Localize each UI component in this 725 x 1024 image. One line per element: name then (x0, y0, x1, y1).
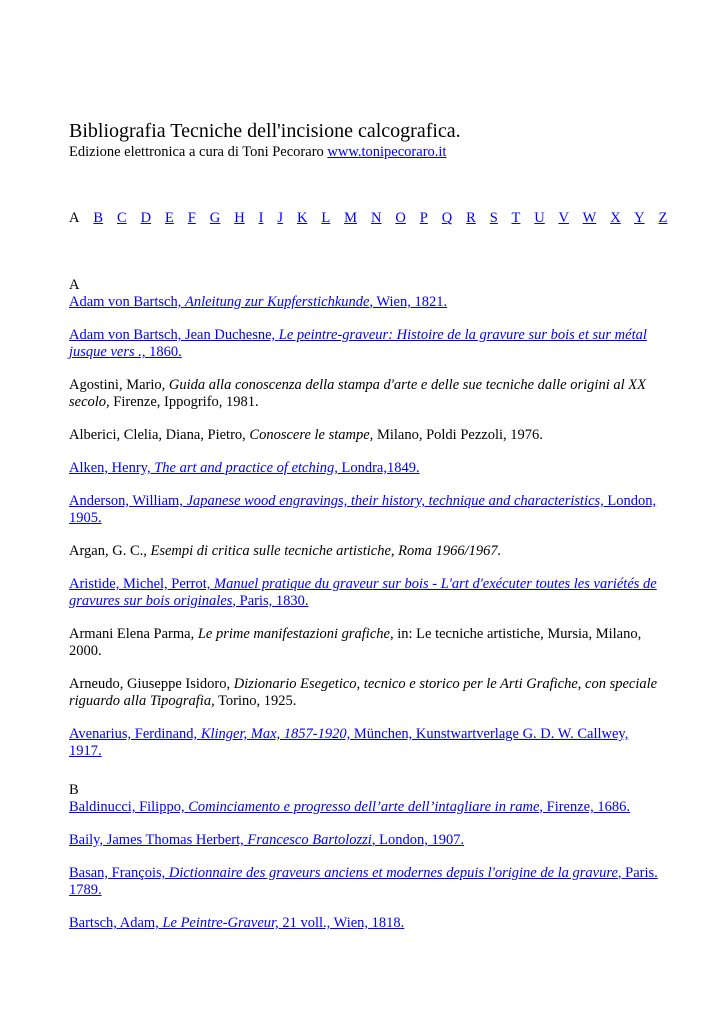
alphabet-link-d[interactable]: D (140, 210, 152, 226)
alphabet-link-b[interactable]: B (93, 210, 104, 226)
bibliography-entry-agostini: Agostini, Mario, Guida alla conoscenza della stampa d'arte e delle sue tecniche dalle origini al XX secolo, Firenze, Ippogrifo, 1981. (69, 377, 646, 410)
site-link[interactable]: www.tonipecoraro.it (327, 144, 447, 160)
alphabet-link-o[interactable]: O (395, 210, 406, 226)
alphabet-link-n[interactable]: N (370, 210, 382, 226)
entry-link[interactable]: Aristide, Michel, Perrot, Manuel pratique du graveur sur bois - L'art d'exécuter toutes les variétés de gravures sur bois originales, Paris, 1830. (69, 576, 657, 609)
bibliography-entry-aristide (69, 576, 659, 610)
bibliography-entry-armani: Armani Elena Parma, Le prime manifestazioni grafiche, in: Le tecniche artistiche, Mursia, Milano, 2000. (69, 626, 642, 659)
alphabet-link-s[interactable]: S (489, 210, 498, 226)
section-heading-a: A (69, 277, 80, 293)
alphabet-link-r[interactable]: R (466, 210, 476, 226)
section-heading-b: B (69, 782, 79, 798)
entry-link[interactable]: Alken, Henry, The art and practice of etching, Londra,1849. (69, 460, 420, 476)
alphabet-link-j[interactable]: J (277, 210, 284, 226)
alphabet-index (69, 209, 678, 227)
bibliography-entry-bartsch-peintre (69, 915, 659, 932)
bibliography-entry-bartsch-duchesne (69, 327, 659, 361)
page-subtitle (69, 143, 659, 161)
document-header (69, 119, 659, 161)
entry-link[interactable]: Adam von Bartsch, Anleitung zur Kupferstichkunde, Wien, 1821. (69, 294, 448, 310)
bibliography-entry-basan (69, 865, 659, 899)
alphabet-link-f[interactable]: F (187, 210, 196, 226)
alphabet-link-l[interactable]: L (321, 210, 331, 226)
entry-link[interactable]: Anderson, William, Japanese wood engravings, their history, technique and characteristics, London, 1905. (69, 493, 657, 526)
subtitle-text: Edizione elettronica a cura di Toni Pecoraro (69, 144, 328, 160)
alphabet-link-x[interactable]: X (610, 210, 621, 226)
entry-link[interactable]: Basan, François, Dictionnaire des graveurs anciens et modernes depuis l'origine de la gravure, Paris. 1789. (69, 865, 658, 898)
bibliography-entry-anderson (69, 493, 659, 527)
alphabet-link-h[interactable]: H (234, 210, 245, 226)
alphabet-link-y[interactable]: Y (634, 210, 645, 226)
alphabet-link-e[interactable]: E (165, 210, 174, 226)
alphabet-current-letter: A (69, 210, 80, 226)
alphabet-link-k[interactable]: K (296, 210, 308, 226)
entry-link[interactable]: Bartsch, Adam, Le Peintre-Graveur, 21 voll., Wien, 1818. (69, 915, 405, 931)
alphabet-link-i[interactable]: I (258, 210, 264, 226)
alphabet-link-q[interactable]: Q (441, 210, 453, 226)
alphabet-link-c[interactable]: C (117, 210, 127, 226)
bibliography-entry-argan: Argan, G. C., Esempi di critica sulle tecniche artistiche, Roma 1966/1967. (69, 543, 502, 559)
bibliography-entry-avenarius (69, 726, 659, 760)
alphabet-link-v[interactable]: V (558, 210, 569, 226)
bibliography-entry-baily (69, 832, 659, 849)
bibliography-entry-baldinucci (69, 799, 659, 816)
page-title: Bibliografia Tecniche dell'incisione calcografica. (69, 120, 461, 142)
alphabet-link-t[interactable]: T (511, 210, 521, 226)
alphabet-link-g[interactable]: G (209, 210, 221, 226)
alphabet-link-m[interactable]: M (344, 210, 358, 226)
alphabet-link-w[interactable]: W (582, 210, 597, 226)
alphabet-link-z[interactable]: Z (658, 210, 668, 226)
entry-link[interactable]: Adam von Bartsch, Jean Duchesne, Le peintre-graveur: Histoire de la gravure sur bois et sur métal jusque vers ., 1860. (69, 327, 647, 360)
bibliography-list (69, 277, 659, 948)
bibliography-entry-arneudo: Arneudo, Giuseppe Isidoro, Dizionario Esegetico, tecnico e storico per le Arti Grafiche, con speciale riguardo alla Tipografia, Torino, 1925. (69, 676, 658, 709)
bibliography-entry-alken (69, 460, 659, 477)
bibliography-entry-bartsch-anleitung (69, 294, 659, 311)
entry-link[interactable]: Baldinucci, Filippo, Cominciamento e progresso dell’arte dell’intagliare in rame, Firenze, 1686. (69, 799, 630, 815)
alphabet-link-u[interactable]: U (534, 210, 545, 226)
bibliography-entry-alberici: Alberici, Clelia, Diana, Pietro, Conoscere le stampe, Milano, Poldi Pezzoli, 1976. (69, 427, 543, 443)
entry-link[interactable]: Avenarius, Ferdinand, Klinger, Max, 1857-1920, München, Kunstwartverlage G. D. W. Callwey, 1917. (69, 726, 629, 759)
entry-link[interactable]: Baily, James Thomas Herbert, Francesco Bartolozzi, London, 1907. (69, 832, 465, 848)
alphabet-link-p[interactable]: P (419, 210, 428, 226)
